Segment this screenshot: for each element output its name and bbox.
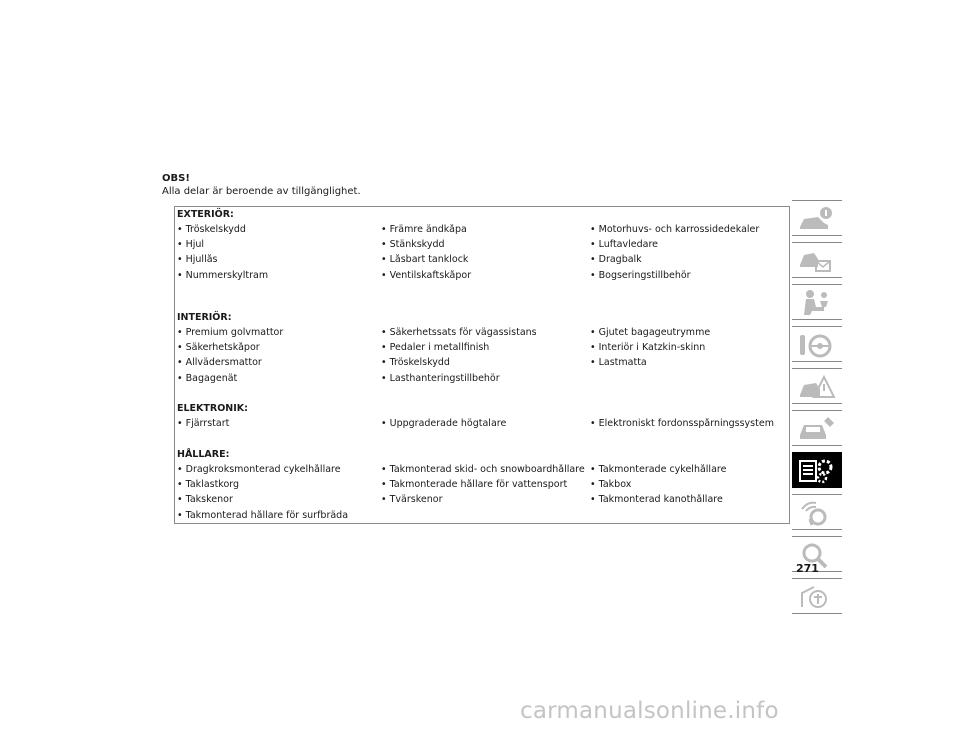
table-row [177,492,787,507]
table-cell: • Dragbalk [590,254,642,266]
table-cell: • Takmonterad hållare för surfbräda [177,509,349,521]
table-row [177,508,787,523]
table-cell: • Premium golvmattor [177,327,284,339]
steering-wheel-icon [798,331,836,359]
tab-steering-wheel[interactable] [792,326,842,362]
note-heading: OBS! [162,173,190,184]
table-cell: • Takmonterade cykelhållare [590,464,727,476]
table-cell: • Tvärskenor [381,494,443,506]
table-cell: • Nummerskyltram [177,269,269,281]
table-row [177,416,787,431]
table-cell: • Pedaler i metallfinish [381,342,490,354]
note-text: Alla delar är beroende av tillgänglighet. [162,186,361,197]
section-interior [177,311,787,386]
section-title: HÅLLARE: [177,449,230,460]
chapter-tabs [792,200,842,620]
table-cell: • Tröskelskydd [381,357,450,369]
section-title: INTERIÖR: [177,312,232,323]
table-cell: • Taklastkorg [177,479,240,491]
document-gear-icon [798,457,836,485]
table-cell: • Bagagenät [177,372,238,384]
page-number: 271 [796,562,819,575]
table-row [177,477,787,492]
table-cell: • Bogseringstillbehör [590,269,691,281]
table-cell: • Takmonterad kanothållare [590,494,723,506]
table-cell: • Interiör i Katzkin-skinn [590,342,706,354]
table-row [177,222,787,237]
table-cell: • Takmonterad skid- och snowboardhållare [381,464,585,476]
section-carriers [177,448,787,523]
table-cell: • Lastmatta [590,357,647,369]
tab-phone-signal[interactable] [792,494,842,530]
table-cell: • Fjärrstart [177,418,230,430]
table-cell: • Ventilskaftskåpor [381,269,472,281]
table-cell: • Säkerhetssats för vägassistans [381,327,537,339]
table-row [177,371,787,386]
tab-seat-person[interactable] [792,284,842,320]
table-cell: • Lasthanteringstillbehör [381,372,500,384]
section-title: ELEKTRONIK: [177,403,248,414]
car-warning-icon [798,373,836,401]
table-cell: • Gjutet bagageutrymme [590,327,711,339]
tab-language[interactable] [792,578,842,614]
section-exterior [177,208,787,283]
table-cell: • Motorhuvs- och karrossidedekaler [590,224,760,236]
tab-car-warning[interactable] [792,368,842,404]
table-cell: • Dragkroksmonterad cykelhållare [177,464,341,476]
tab-car-info[interactable] [792,200,842,236]
phone-signal-icon [798,499,836,527]
accessories-table [174,206,790,524]
table-row [177,355,787,370]
note-block [162,172,361,198]
watermark: carmanualsonline.info [520,698,779,724]
table-cell: • Allvädersmattor [177,357,262,369]
table-cell: • Hjul [177,239,205,251]
table-cell: • Takmonterade hållare för vattensport [381,479,568,491]
section-title: EXTERIÖR: [177,209,234,220]
table-cell: • Tröskelskydd [177,224,246,236]
tab-car-envelope[interactable] [792,242,842,278]
table-cell: • Uppgraderade högtalare [381,418,507,430]
table-cell: • Främre ändkåpa [381,224,467,236]
table-row [177,340,787,355]
tab-document-gear[interactable] [792,452,842,488]
table-cell: • Stänkskydd [381,239,445,251]
table-cell: • Hjullås [177,254,218,266]
table-cell: • Säkerhetskåpor [177,342,260,354]
table-cell: • Låsbart tanklock [381,254,469,266]
language-icon [798,583,836,611]
tab-car-service[interactable] [792,410,842,446]
car-envelope-icon [798,247,836,275]
section-electronics [177,402,787,431]
seat-person-icon [798,289,836,317]
table-cell: • Elektroniskt fordonsspårningssystem [590,418,774,430]
car-service-icon [798,415,836,443]
table-row [177,252,787,267]
table-cell: • Takbox [590,479,632,491]
table-row [177,237,787,252]
table-cell: • Luftavledare [590,239,658,251]
table-row [177,462,787,477]
table-row [177,325,787,340]
car-info-icon [798,205,836,233]
table-cell: • Takskenor [177,494,233,506]
table-row [177,268,787,283]
